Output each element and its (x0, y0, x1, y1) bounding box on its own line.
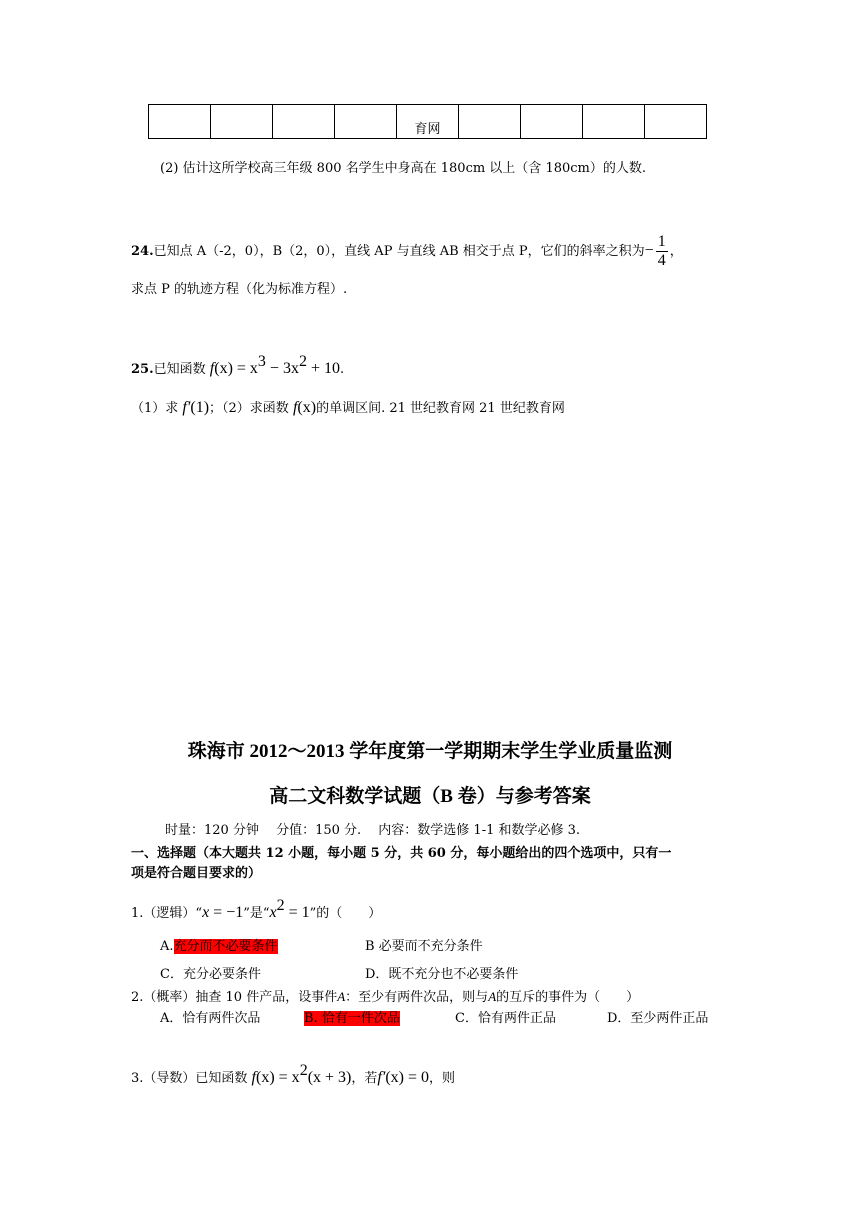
formula-arg: (x) (214, 360, 233, 377)
formula-f: f (292, 399, 298, 416)
question-1-option-a (160, 935, 278, 954)
section-heading-cont: 项是符合题目要求的） (131, 866, 262, 881)
question-24-line-2: 求点 P 的轨迹方程（化为标准方程）. (131, 282, 348, 297)
page-subtitle: 高二文科数学试题（B 卷）与参考答案 (269, 786, 591, 807)
section-heading: 一、选择题（本大题共 12 小题，每小题 5 分，共 60 分，每小题给出的四个选项中，只有一 (131, 846, 672, 861)
question-text: 的互斥的事件为（ ） (496, 990, 640, 1005)
table-cell (149, 105, 211, 139)
page-title: 珠海市 2012～2013 学年度第一学期期末学生学业质量监测 (187, 741, 673, 762)
question-25-stem (131, 353, 344, 378)
fraction-denominator: 4 (657, 252, 666, 269)
part-1-label: （1）求 (131, 401, 179, 416)
fprime-arg: (1) (190, 399, 210, 416)
question-text: ”的（ ） (309, 906, 382, 921)
event-a: A (337, 989, 346, 1004)
question-23-part-2: (2) 估计这所学校高三年级 800 名学生中身高在 180cm 以上（含 180cm）的人数. (160, 161, 646, 176)
table-cell (521, 105, 583, 139)
question-text: ，则 (429, 1071, 456, 1086)
question-25-parts (131, 397, 565, 417)
question-24-line-1 (131, 233, 683, 270)
formula-exp: 2 (298, 353, 307, 370)
formula-arg: (x) (256, 1069, 275, 1086)
question-1-option-d: D．既不充分也不必要条件 (365, 967, 519, 982)
formula-mid: − 3x (265, 360, 299, 377)
table-cell (583, 105, 645, 139)
formula-eq: = 0 (404, 1069, 430, 1086)
question-1-option-b: B 必要而不充分条件 (365, 939, 483, 954)
question-text: 已知点 A（-2，0），B（2，0），直线 AP 与直线 AB 相交于点 P，它们的斜率之积为 (153, 244, 645, 259)
option-label: A. (160, 939, 174, 954)
event-a: A (488, 989, 497, 1004)
formula-eq: = x (232, 360, 258, 377)
fraction-numerator: 1 (657, 233, 666, 250)
formula-exp: 3 (257, 353, 266, 370)
question-3-stem (131, 1062, 455, 1087)
question-1-stem (131, 897, 381, 922)
question-text: ”是“ (243, 906, 270, 921)
formula-f: f (209, 360, 215, 377)
minus-sign: − (644, 242, 654, 259)
fprime-arg: (x) (385, 1069, 404, 1086)
table-cell (459, 105, 521, 139)
question-2-option-d: D．至少两件正品 (607, 1011, 709, 1026)
question-text: 1.（逻辑）“ (131, 906, 203, 921)
table-cell (211, 105, 273, 139)
formula-arg: (x) (297, 399, 317, 416)
var-x: x (269, 904, 277, 921)
option-text-highlighted: . 恰有一件次品 (313, 1011, 400, 1026)
part-2-text: 的单调区间. (316, 401, 386, 416)
exam-meta: 时量：120 分钟 分值：150 分. 内容：数学选修 1-1 和数学必修 3. (165, 823, 581, 838)
formula-eq: = x (274, 1069, 300, 1086)
formula-exp: 2 (299, 1062, 308, 1079)
table-cell (335, 105, 397, 139)
formula-eq: = −1 (209, 904, 244, 921)
var-x: x (202, 904, 210, 921)
fprime: f′ (182, 399, 191, 416)
formula-f: f (251, 1069, 256, 1086)
question-text: 3.（导数）已知函数 (131, 1071, 248, 1086)
fraction (656, 233, 668, 270)
option-text-highlighted: 充分而不必要条件 (173, 939, 278, 954)
watermark-text: 21 世纪教育网 21 世纪教育网 (389, 401, 565, 416)
question-2-option-a: A．恰有两件次品 (160, 1011, 261, 1026)
question-text: ， (669, 244, 683, 259)
height-frequency-table (148, 104, 707, 139)
question-text: ，若 (351, 1071, 378, 1086)
question-2-stem (131, 986, 639, 1005)
table-cell (273, 105, 335, 139)
fprime: f′ (377, 1069, 386, 1086)
question-text: ：至少有两件次品，则与 (345, 990, 489, 1005)
question-number: 25. (131, 362, 154, 377)
question-text: 2.（概率）抽查 10 件产品，设事件 (131, 990, 338, 1005)
option-label-highlighted: B (304, 1011, 314, 1026)
question-number: 24. (131, 244, 154, 259)
table-cell: 育网 (397, 105, 459, 139)
formula-tail: + 10 (306, 360, 340, 377)
question-2-option-c: C．恰有两件正品 (455, 1011, 556, 1026)
question-text: 已知函数 (153, 362, 206, 377)
formula-rest: (x + 3) (307, 1069, 352, 1086)
formula-eq: = 1 (284, 904, 310, 921)
period: . (339, 362, 345, 377)
formula-exp: 2 (276, 897, 285, 914)
table-cell (645, 105, 707, 139)
part-2-label: ；（2）求函数 (209, 401, 289, 416)
question-1-option-c: C．充分必要条件 (160, 967, 261, 982)
question-2-option-b (304, 1007, 400, 1026)
